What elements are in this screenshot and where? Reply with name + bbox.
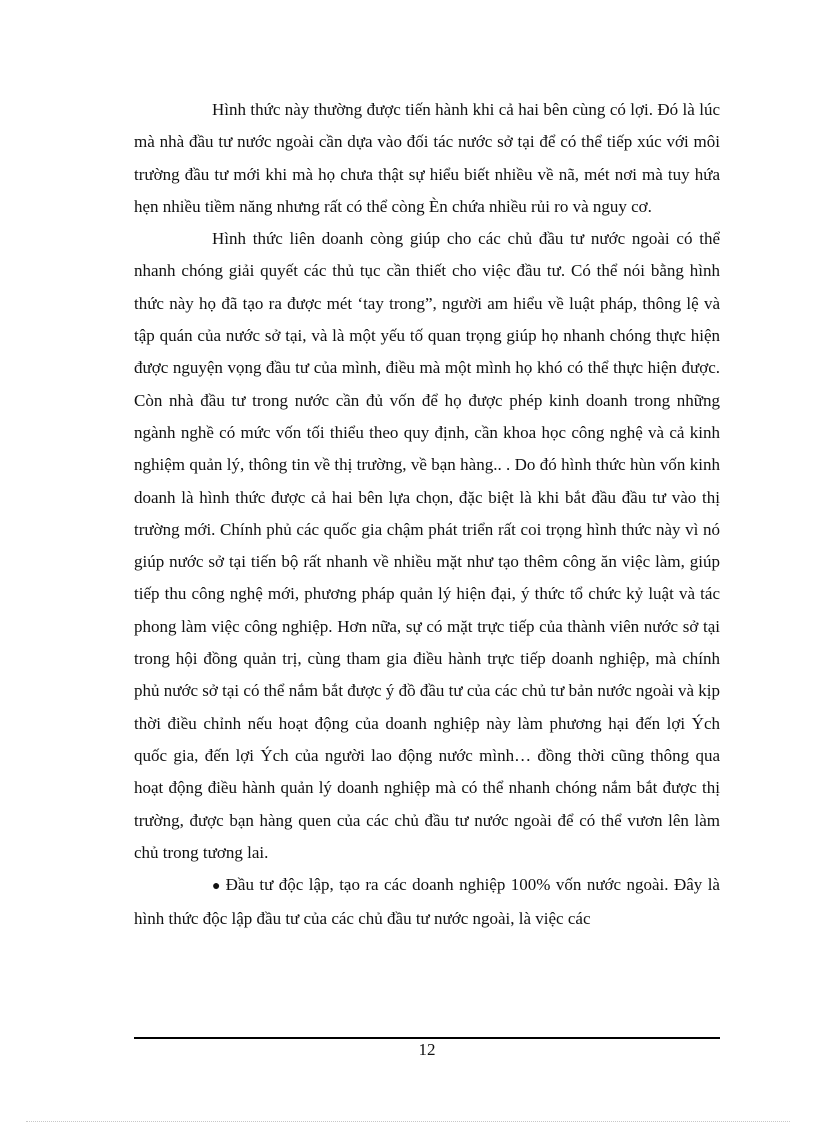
bullet-item-independent-investment [134, 869, 720, 936]
bullet-icon: ● [212, 879, 222, 895]
bullet-text: Đầu tư độc lập, tạo ra các doanh nghiệp 100% vốn nước ngoài. Đây là hình thức độc lập đầu tư của các chủ đầu tư nước ngoài, là việc các [134, 875, 720, 929]
paragraph-joint-benefit: Hình thức này thường được tiến hành khi cả hai bên cùng có lợi. Đó là lúc mà nhà đầu tư nước ngoài cần dựa vào đối tác nước sở tại để có thể tiếp xúc với môi trường đầu tư mới khi mà họ chưa thật sự hiểu biết nhiều về nã, mét nơi mà tuy hứa hẹn nhiều tiềm năng nhưng rất có thể còng Èn chứa nhiều rủi ro và nguy cơ. [134, 100, 720, 216]
paragraph-joint-venture: Hình thức liên doanh còng giúp cho các chủ đầu tư nước ngoài có thể nhanh chóng giải quyết các thủ tục cần thiết cho việc đầu tư. Có thể nói bằng hình thức này họ đã tạo ra được mét ‘tay trong”, người am hiểu về luật pháp, thông lệ và tập quán của nước sở tại, và là một yếu tố quan trọng giúp họ nhanh chóng thực hiện được nguyện vọng đầu tư của mình, điều mà một mình họ khó có thể thực hiện được. Còn nhà đầu tư trong nước cần đủ vốn để họ được phép kinh doanh trong những ngành nghề có mức vốn tối thiểu theo quy định, cần khoa học công nghệ và cả kinh nghiệm quản lý, thông tin về thị trường, về bạn hàng.. . Do đó hình thức hùn vốn kinh doanh là hình thức được cả hai bên lựa chọn, đặc biệt là khi bắt đầu đầu tư vào thị trường mới. Chính phủ các quốc gia chậm phát triển rất coi trọng hình thức này vì nó giúp nước sở tại tiến bộ rất nhanh về nhiều mặt như tạo thêm công ăn việc làm, giúp tiếp thu công nghệ mới, phương pháp quản lý hiện đại, ý thức tổ chức kỷ luật và tác phong làm việc công nghiệp. Hơn nữa, sự có mặt trực tiếp của thành viên nước sở tại trong hội đồng quản trị, cùng tham gia điều hành trực tiếp doanh nghiệp, mà chính phủ nước sở tại có thể nắm bắt được ý đồ đầu tư của các chủ tư bản nước ngoài và kịp thời điều chỉnh nếu hoạt động của doanh nghiệp này làm phương hại đến lợi Ých quốc gia, đến lợi Ých của người lao động nước mình… đồng thời cũng thông qua hoạt động điều hành quản lý doanh nghiệp mà có thể nhanh chóng nắm bắt được thị trường, được bạn hàng quen của các chủ đầu tư nước ngoài để có thể vươn lên làm chủ trong tương lai. [134, 229, 720, 862]
page-bottom-border [26, 1121, 790, 1122]
footer-divider [134, 1037, 720, 1039]
page-number: 12 [418, 1040, 436, 1059]
body-text [134, 94, 720, 936]
